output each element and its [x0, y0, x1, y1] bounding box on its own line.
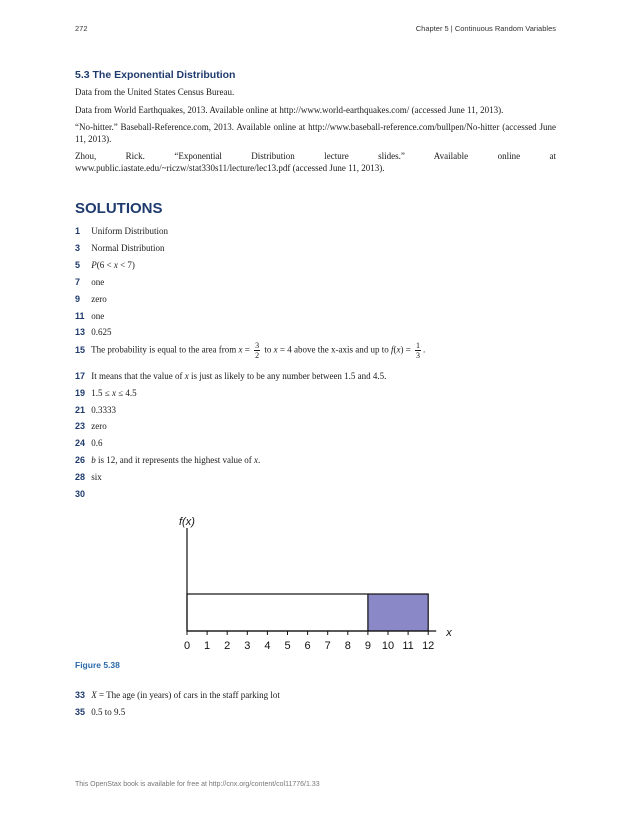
fraction-three-halves: $\frac{3}{2}$ [255, 341, 260, 360]
answer-21: 21 0.3333 [75, 405, 116, 415]
y-axis-label: f(x) [179, 516, 195, 528]
page-footer: This OpenStax book is available for free at http://cnx.org/content/col11776/1.33 [75, 781, 320, 788]
shaded-region [368, 594, 428, 631]
answer-19: 19 1.5 ≤ x ≤ 4.5 [75, 388, 137, 398]
x-tick-label: 2 [224, 640, 231, 652]
x-tick-label: 10 [381, 640, 395, 652]
answer-15: 15 The probability is equal to the area from x = $\frac{3}{2}$ to x = 4 above the x-axis and up to f(x) = $\frac{1}{3}$ . [75, 341, 426, 360]
x-tick-label: 4 [264, 640, 271, 652]
x-tick-label: 12 [422, 640, 435, 652]
answer-33: 33 X = The age (in years) of cars in the staff parking lot [75, 690, 280, 700]
figure-caption: Figure 5.38 [75, 660, 120, 670]
answer-26: 26 b is 12, and it represents the highest value of x. [75, 455, 261, 465]
answer-13: 13 0.625 [75, 327, 112, 337]
uniform-distribution-chart [170, 512, 470, 654]
x-tick-label: 11 [402, 640, 414, 652]
answer-11: 11 one [75, 311, 105, 321]
answer-35: 35 0.5 to 9.5 [75, 707, 126, 717]
x-tick-label: 1 [204, 640, 211, 652]
solutions-heading: SOLUTIONS [75, 200, 163, 217]
x-tick-label: 3 [244, 640, 251, 652]
answer-24: 24 0.6 [75, 438, 103, 448]
x-tick-label: 8 [344, 640, 351, 652]
x-tick-label: 9 [364, 640, 371, 652]
chapter-header: Chapter 5 | Continuous Random Variables [415, 24, 556, 33]
x-tick-label: 6 [304, 640, 311, 652]
x-tick-label: 7 [324, 640, 331, 652]
references [75, 87, 556, 180]
answer-7: 7 one [75, 277, 105, 287]
answer-17: 17 It means that the value of x is just as likely to be any number between 1.5 and 4.5. [75, 371, 387, 381]
answer-5: 5 P(6 < x < 7) [75, 260, 135, 270]
reference-item: “No-hitter.” Baseball-Reference.com, 2013. Available online at http://www.baseball-reference.com/bullpen/No-hitter (accessed June 11, 2013). [75, 122, 556, 144]
answer-30: 30 [75, 489, 86, 499]
fraction-one-third: $\frac{1}{3}$ [416, 341, 421, 360]
answer-28: 28 six [75, 472, 102, 482]
x-axis-label: x [446, 627, 452, 639]
answer-9: 9 zero [75, 294, 107, 304]
reference-item: Zhou, Rick. “Exponential Distribution lecture slides.” Available online at www.public.iastate.edu/~riczw/stat330s11/lecture/lec13.pdf (accessed June 11, 2013). [75, 151, 556, 173]
reference-item: Data from the United States Census Bureau. [75, 87, 235, 97]
x-tick-label: 5 [284, 640, 291, 652]
reference-item: Data from World Earthquakes, 2013. Available online at http://www.world-earthquakes.com/ (accessed June 11, 2013). [75, 104, 504, 115]
answer-23: 23 zero [75, 421, 107, 431]
section-title: 5.3 The Exponential Distribution [75, 69, 236, 81]
x-tick-label: 0 [183, 640, 191, 652]
answer-1: 1 Uniform Distribution [75, 226, 168, 236]
page-number: 272 [75, 24, 88, 33]
answer-3: 3 Normal Distribution [75, 243, 165, 253]
